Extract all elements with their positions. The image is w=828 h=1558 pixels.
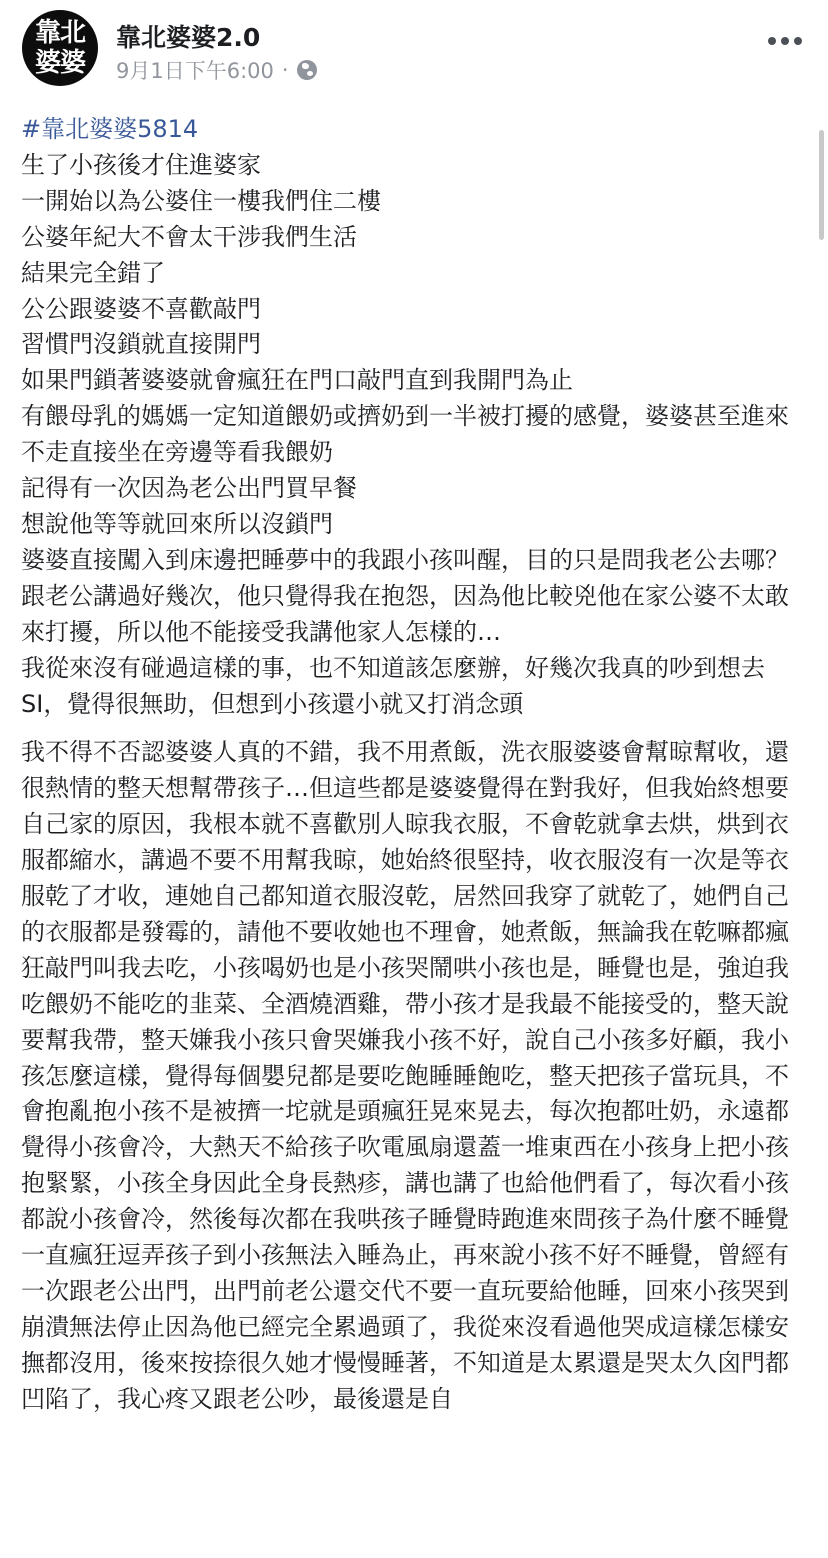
post-line: 記得有一次因為老公出門買早餐 bbox=[21, 474, 357, 503]
post-line: 想說他等等就回來所以沒鎖門 bbox=[21, 509, 333, 538]
post-line: 公婆年紀大不會太干涉我們生活 bbox=[21, 222, 357, 251]
post-paragraph-2: 我不得不否認婆婆人真的不錯，我不用煮飯，洗衣服婆婆會幫晾幫收，還很熱情的整天想幫帶孩子…但這些都是婆婆覺得在對我好，但我始終想要自己家的原因，我根本就不喜歡別人晾我衣服，不會乾就拿去烘，烘到衣服都縮水，講過不要不用幫我晾，她始終很堅持，收衣服沒有一次是等衣服乾了才收，連她自己都知道衣服沒乾，居然回我穿了就乾了，她們自己的衣服都是發霉的，請他不要收她也不理會，她煮飯，無論我在乾嘛都瘋狂敲門叫我去吃，小孩喝奶也是小孩哭鬧哄小孩也是，睡覺也是，強迫我吃餵奶不能吃的韭菜、全酒燒酒雞，帶小孩才是我最不能接受的，整天說要幫我帶，整天嫌我小孩只會哭嫌我小孩不好，說自己小孩多好顧，我小孩怎麼這樣，覺得每個嬰兒都是要吃飽睡睡飽吃，整天把孩子當玩具，不會抱亂抱小孩不是被擠一坨就是頭瘋狂晃來晃去，每次抱都吐奶，永遠都覺得小孩會冷，大熱天不給孩子吹電風扇還蓋一堆東西在小孩身上把小孩抱緊緊，小孩全身因此全身長熱疹，講也講了也給他們看了，每次看小孩都說小孩會冷，然後每次都在我哄孩子睡覺時跑進來問孩子為什麼不睡覺一直瘋狂逗弄孩子到小孩無法入睡為止，再來說小孩不好不睡覺，曾經有一次跟老公出門，出門前老公還交代不要一直玩要給他睡，回來小孩哭到崩潰無法停止因為他已經完全累過頭了，我從來沒看過他哭成這樣怎樣安撫都沒用，後來按捺很久她才慢慢睡著，不知道是太累還是哭太久囟門都凹陷了，我心疼又跟老公吵，最後還是自 bbox=[21, 738, 789, 1413]
post-line: 跟老公講過好幾次，他只覺得我在抱怨，因為他比較兇他在家公婆不太敢來打擾，所以他不能接受我講他家人怎樣的… bbox=[21, 581, 789, 646]
more-dot bbox=[794, 37, 802, 45]
post-timestamp[interactable]: 9月1日下午6:00 bbox=[116, 59, 274, 83]
post-line: 結果完全錯了 bbox=[21, 258, 165, 287]
post-meta bbox=[116, 55, 317, 85]
more-dot bbox=[768, 37, 776, 45]
post-line: 婆婆直接闖入到床邊把睡夢中的我跟小孩叫醒，目的只是問我老公去哪？ bbox=[21, 545, 789, 574]
more-dot bbox=[781, 37, 789, 45]
post-line: 一開始以為公婆住一樓我們住二樓 bbox=[21, 186, 381, 215]
avatar-text-line-2: 婆婆 bbox=[34, 48, 85, 78]
hashtag-link[interactable]: #靠北婆婆5814 bbox=[21, 115, 199, 143]
meta-separator: · bbox=[281, 58, 289, 82]
scrollbar[interactable] bbox=[819, 130, 824, 240]
page-avatar[interactable] bbox=[22, 10, 98, 86]
post-body bbox=[21, 112, 801, 1418]
post-line: 公公跟婆婆不喜歡敲門 bbox=[21, 294, 261, 323]
more-options-icon[interactable] bbox=[768, 36, 802, 46]
page-name-link[interactable]: 靠北婆婆2.0 bbox=[116, 23, 261, 52]
post-line: 習慣門沒鎖就直接開門 bbox=[21, 330, 261, 359]
globe-icon bbox=[297, 60, 317, 80]
post-line: 有餵母乳的媽媽一定知道餵奶或擠奶到一半被打擾的感覺，婆婆甚至進來不走直接坐在旁邊等看我餵奶 bbox=[21, 402, 789, 467]
post-line: 生了小孩後才住進婆家 bbox=[21, 150, 261, 179]
post-header bbox=[0, 0, 828, 96]
avatar-text-line-1: 靠北 bbox=[34, 18, 85, 48]
post-line: 如果門鎖著婆婆就會瘋狂在門口敲門直到我開門為止 bbox=[21, 366, 573, 395]
post-line: 我從來沒有碰過這樣的事，也不知道該怎麼辦，好幾次我真的吵到想去SI，覺得很無助，但想到小孩還小就又打消念頭 bbox=[21, 653, 765, 718]
